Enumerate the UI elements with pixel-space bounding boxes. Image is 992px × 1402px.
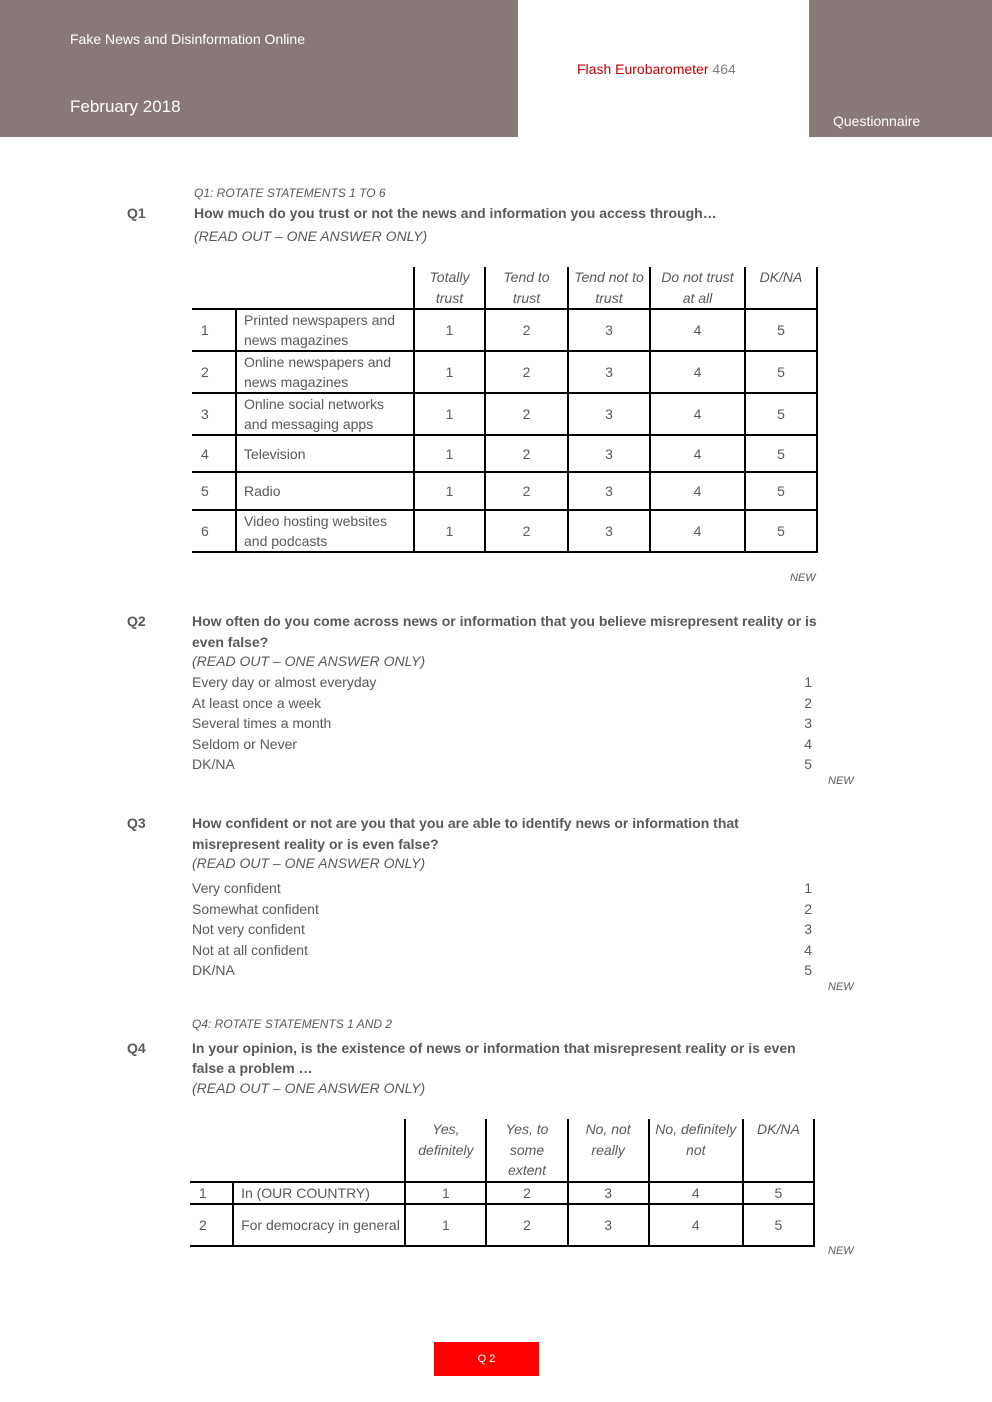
q3-answer-label: Somewhat confident bbox=[192, 900, 319, 917]
q1-code[interactable]: 5 bbox=[745, 393, 817, 435]
q2-answer-code: 3 bbox=[804, 715, 812, 731]
q4-text-line2: false a problem … bbox=[192, 1060, 313, 1076]
q1-code[interactable]: 1 bbox=[414, 393, 485, 435]
survey-name bbox=[577, 61, 736, 77]
survey-number: 464 bbox=[712, 61, 736, 77]
q2-answer-code: 1 bbox=[804, 674, 812, 690]
q1-col-header: Totally trust bbox=[414, 267, 485, 309]
q1-code[interactable]: 1 bbox=[414, 309, 485, 351]
q4-row-label: In (OUR COUNTRY) bbox=[233, 1182, 405, 1204]
q1-row-label: Online social networks and messaging apps bbox=[236, 393, 414, 435]
q1-code[interactable]: 3 bbox=[568, 393, 650, 435]
q2-text-line1: How often do you come across news or information that you believe misrepresent reality or is bbox=[192, 613, 817, 629]
q4-note: Q4: ROTATE STATEMENTS 1 AND 2 bbox=[192, 1017, 393, 1031]
q4-col-header: Yes, definitely bbox=[405, 1119, 486, 1182]
q1-code[interactable]: 1 bbox=[414, 510, 485, 552]
page-number-badge: Q 2 bbox=[434, 1342, 539, 1376]
q1-code[interactable]: 3 bbox=[568, 351, 650, 393]
q4-code[interactable]: 3 bbox=[568, 1204, 649, 1246]
q4-header-row bbox=[190, 1119, 814, 1182]
q4-new-tag: NEW bbox=[828, 1245, 854, 1257]
q3-new-tag: NEW bbox=[828, 981, 854, 993]
q1-code[interactable]: 5 bbox=[745, 472, 817, 510]
q2-answer-label: At least once a week bbox=[192, 694, 322, 711]
survey-name-label: Flash Eurobarometer bbox=[577, 61, 709, 77]
q4-code[interactable]: 4 bbox=[649, 1182, 743, 1204]
q1-code[interactable]: 4 bbox=[650, 393, 745, 435]
q1-code[interactable]: 2 bbox=[485, 510, 568, 552]
q3-answer[interactable] bbox=[192, 940, 812, 961]
q4-code[interactable]: 5 bbox=[743, 1182, 814, 1204]
q1-code[interactable]: 2 bbox=[485, 351, 568, 393]
q1-instruction: (READ OUT – ONE ANSWER ONLY) bbox=[194, 228, 428, 244]
q2-answer-label: DK/NA bbox=[192, 756, 235, 772]
q1-code[interactable]: 4 bbox=[650, 435, 745, 472]
q1-row-index: 5 bbox=[192, 472, 236, 510]
q2-answer[interactable] bbox=[192, 754, 812, 775]
q2-answer-label: Several times a month bbox=[192, 715, 332, 731]
q1-code[interactable]: 4 bbox=[650, 309, 745, 351]
q4-code[interactable]: 1 bbox=[405, 1204, 486, 1246]
q2-answer-list bbox=[192, 672, 812, 775]
q1-row bbox=[192, 351, 817, 393]
q4-col-header: DK/NA bbox=[743, 1119, 814, 1182]
q1-note: Q1: ROTATE STATEMENTS 1 TO 6 bbox=[194, 186, 386, 200]
q1-row-index: 4 bbox=[192, 435, 236, 472]
q1-code[interactable]: 3 bbox=[568, 472, 650, 510]
q4-instruction: (READ OUT – ONE ANSWER ONLY) bbox=[192, 1080, 426, 1096]
section-label: Questionnaire bbox=[833, 113, 921, 129]
q1-col-header: Tend not to trust bbox=[568, 267, 650, 309]
q1-code[interactable]: 5 bbox=[745, 435, 817, 472]
q1-code[interactable]: 3 bbox=[568, 510, 650, 552]
q4-col-header: Yes, to some extent bbox=[486, 1119, 567, 1182]
q3-answer-code: 5 bbox=[804, 962, 812, 978]
q2-answer-label: Every day or almost everyday bbox=[192, 674, 377, 690]
q1-code[interactable]: 5 bbox=[745, 351, 817, 393]
q3-answer-code: 2 bbox=[804, 900, 812, 917]
q1-row-index: 3 bbox=[192, 393, 236, 435]
q1-code[interactable]: 1 bbox=[414, 351, 485, 393]
q1-code[interactable]: 4 bbox=[650, 351, 745, 393]
q3-answer[interactable] bbox=[192, 899, 812, 920]
q4-code[interactable]: 5 bbox=[743, 1204, 814, 1246]
q2-text-line2: even false? bbox=[192, 634, 269, 650]
q3-answer-code: 3 bbox=[804, 921, 812, 937]
q1-row-index: 1 bbox=[192, 309, 236, 351]
q3-text-line1: How confident or not are you that you are able to identify news or information that bbox=[192, 815, 739, 831]
q2-answer[interactable] bbox=[192, 672, 812, 693]
q3-answer[interactable] bbox=[192, 919, 812, 940]
report-date: February 2018 bbox=[70, 97, 181, 116]
q3-answer-label: Very confident bbox=[192, 880, 281, 896]
q1-code[interactable]: 2 bbox=[485, 435, 568, 472]
q1-row bbox=[192, 510, 817, 552]
q1-row-label: Radio bbox=[236, 472, 414, 510]
q4-row-index: 2 bbox=[190, 1204, 233, 1246]
q1-col-header: DK/NA bbox=[745, 267, 817, 309]
q3-answer-label: Not at all confident bbox=[192, 941, 308, 958]
q4-code[interactable]: 2 bbox=[486, 1182, 567, 1204]
q2-number: Q2 bbox=[127, 613, 146, 629]
q3-answer-code: 4 bbox=[804, 941, 812, 958]
q1-table bbox=[192, 267, 818, 553]
q1-number: Q1 bbox=[127, 205, 146, 221]
q3-answer[interactable] bbox=[192, 960, 812, 981]
q1-code[interactable]: 2 bbox=[485, 309, 568, 351]
q1-row bbox=[192, 472, 817, 510]
q1-code[interactable]: 4 bbox=[650, 472, 745, 510]
q3-answer-label: DK/NA bbox=[192, 962, 235, 978]
q1-text: How much do you trust or not the news and information you access through… bbox=[194, 205, 717, 221]
q4-table bbox=[190, 1119, 815, 1247]
q4-text-line1: In your opinion, is the existence of news or information that misrepresent reality or is even bbox=[192, 1040, 796, 1056]
q4-row-index: 1 bbox=[190, 1182, 233, 1204]
q1-code[interactable]: 4 bbox=[650, 510, 745, 552]
q1-col-header: Do not trust at all bbox=[650, 267, 745, 309]
q3-answer-label: Not very confident bbox=[192, 921, 305, 937]
report-title: Fake News and Disinformation Online bbox=[70, 31, 305, 47]
q1-row bbox=[192, 435, 817, 472]
q2-answer-code: 4 bbox=[804, 735, 812, 752]
q1-row bbox=[192, 393, 817, 435]
q2-answer-code: 2 bbox=[804, 694, 812, 711]
q1-code[interactable]: 2 bbox=[485, 393, 568, 435]
q4-row-label: For democracy in general bbox=[233, 1204, 405, 1246]
q1-code[interactable]: 3 bbox=[568, 435, 650, 472]
q4-code[interactable]: 4 bbox=[649, 1204, 743, 1246]
q2-answer-label: Seldom or Never bbox=[192, 735, 298, 752]
q2-answer[interactable] bbox=[192, 734, 812, 755]
q4-row bbox=[190, 1204, 814, 1246]
q3-text-line2: misrepresent reality or is even false? bbox=[192, 836, 439, 852]
q1-row bbox=[192, 309, 817, 351]
q1-row-index: 2 bbox=[192, 351, 236, 393]
q1-row-label: Television bbox=[236, 435, 414, 472]
q1-row-label: Printed newspapers and news magazines bbox=[236, 309, 414, 351]
q3-answer-code: 1 bbox=[804, 880, 812, 896]
q4-col-header: No, definitely not bbox=[649, 1119, 743, 1182]
q2-answer[interactable] bbox=[192, 693, 812, 714]
q1-row-index: 6 bbox=[192, 510, 236, 552]
q1-row-label: Online newspapers and news magazines bbox=[236, 351, 414, 393]
q1-code[interactable]: 2 bbox=[485, 472, 568, 510]
q4-code[interactable]: 2 bbox=[486, 1204, 567, 1246]
q4-code[interactable]: 1 bbox=[405, 1182, 486, 1204]
q1-col-header: Tend to trust bbox=[485, 267, 568, 309]
q1-code[interactable]: 1 bbox=[414, 472, 485, 510]
q1-code[interactable]: 5 bbox=[745, 309, 817, 351]
q3-answer[interactable] bbox=[192, 878, 812, 899]
q1-new-tag: NEW bbox=[790, 572, 816, 584]
q2-answer[interactable] bbox=[192, 713, 812, 734]
q3-instruction: (READ OUT – ONE ANSWER ONLY) bbox=[192, 855, 426, 871]
q4-row bbox=[190, 1182, 814, 1204]
q1-row-label: Video hosting websites and podcasts bbox=[236, 510, 414, 552]
q2-answer-code: 5 bbox=[804, 756, 812, 772]
q4-code[interactable]: 3 bbox=[568, 1182, 649, 1204]
q1-code[interactable]: 5 bbox=[745, 510, 817, 552]
q1-header-row bbox=[192, 267, 817, 309]
q4-number: Q4 bbox=[127, 1040, 146, 1056]
q2-new-tag: NEW bbox=[828, 775, 854, 787]
q1-code[interactable]: 1 bbox=[414, 435, 485, 472]
q4-col-header: No, not really bbox=[568, 1119, 649, 1182]
q1-code[interactable]: 3 bbox=[568, 309, 650, 351]
q3-number: Q3 bbox=[127, 815, 146, 831]
q2-instruction: (READ OUT – ONE ANSWER ONLY) bbox=[192, 653, 426, 669]
q3-answer-list bbox=[192, 878, 812, 981]
